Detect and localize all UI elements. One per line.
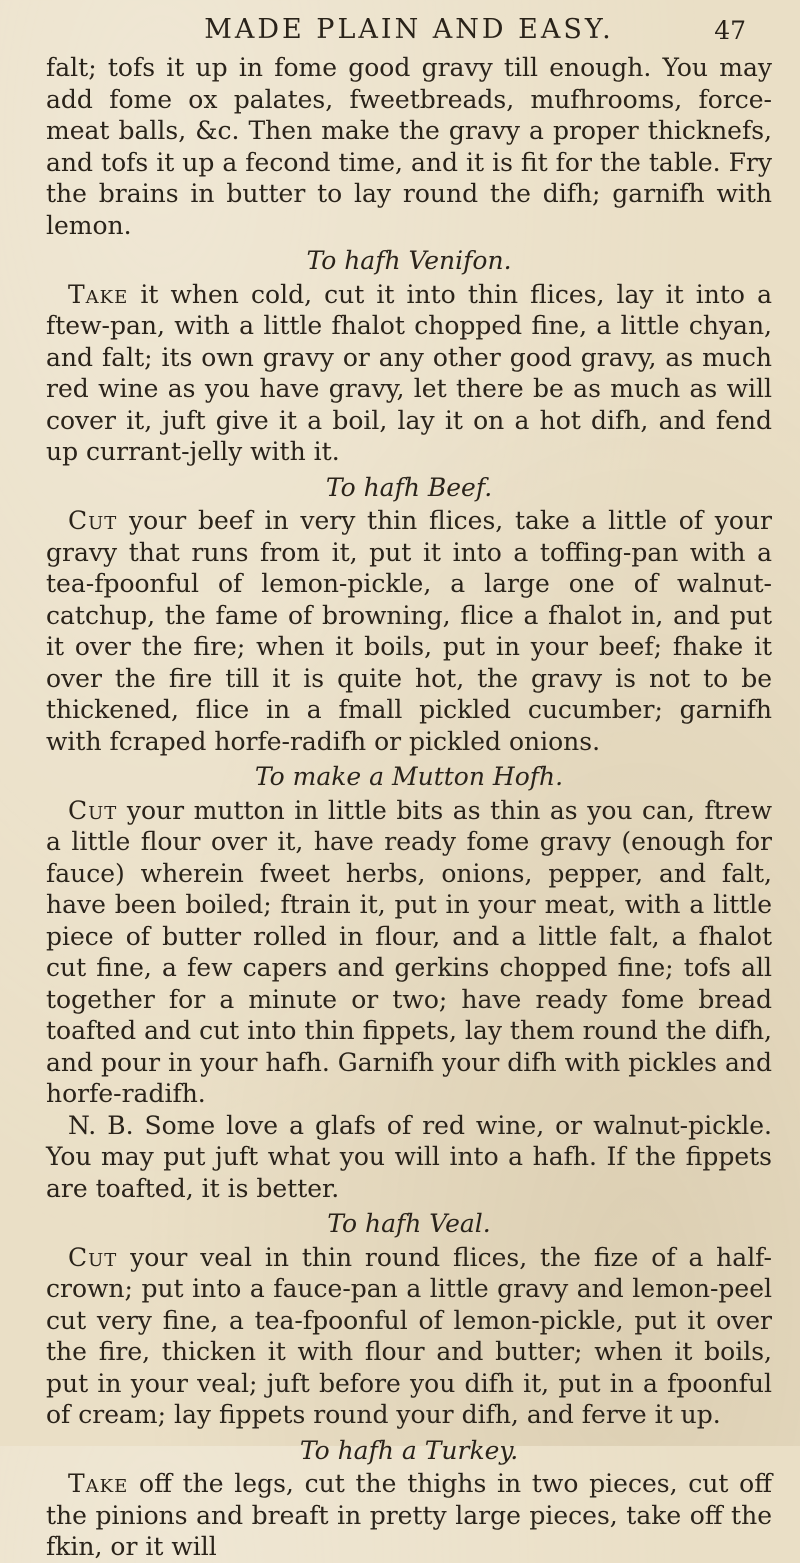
recipe-heading-hash-venison: To hafh Venifon. [306,246,512,275]
running-title: MADE PLAIN AND EASY. [204,14,614,45]
recipe-heading-mutton-hash: To make a Mutton Hofh. [254,762,564,791]
recipe-body-hash-beef [46,505,772,757]
recipe-body-hash-turkey [46,1468,772,1563]
paragraph-text: Some love a glafs of red wine, or walnut-pickle. You may put juft what you will into a hafh. If the fippets are toafted, it is better. [46,1110,772,1203]
lead-word: Take [68,1469,129,1498]
paragraph-text: off the legs, cut the thighs in two pieces, cut off the pinions and breaft in pretty large pieces, take off the fkin, or it will [46,1469,772,1561]
paragraph-text: your beef in very thin flices, take a little of your gravy that runs from it, put it into a toffing-pan with a tea-fpoonful of lemon-pickle, a large one of walnut-catchup, the fame of browning, flice a fhalot in, and put it over the fire; when it boils, put in your beef; fhake it over the fire till it is quite hot, the gravy is not to be thickened, flice in a fmall pickled cucumber; garnifh with fcraped horfe-radifh or pickled onions. [46,506,772,756]
page-number: 47 [714,16,746,45]
paragraph-text: your veal in thin round flices, the fize of a half-crown; put into a fauce-pan a little gravy and lemon-peel cut very fine, a tea-fpoonful of lemon-pickle, put it over the fire, thicken it with flour and butter; when it boils, put in your veal; juft before you difh it, put in a fpoonful of cream; lay fippets round your difh, and ferve it up. [46,1242,772,1429]
lead-word: Cut [68,1242,118,1272]
nota-bene-note [46,1110,772,1205]
recipe-body-mutton-hash [46,795,772,1110]
recipe-heading-hash-veal: To hafh Veal. [327,1209,491,1238]
lead-word: Cut [68,795,118,825]
recipe-body-hash-veal [46,1242,772,1431]
paragraph-continuation [46,52,772,241]
recipe-heading-hash-beef: To hafh Beef. [325,472,493,502]
lead-word: N. B. [68,1110,134,1140]
paragraph-text: it when cold, cut it into thin flices, lay it into a ftew-pan, with a little fhalot chopped fine, a little chyan, and falt; its own gravy or any other good gravy, as much red wine as you have gravy, let there be as much as will cover it, juft give it a boil, lay it on a hot difh, and fend up currant-jelly with it. [46,279,772,466]
lead-word: Take [68,279,129,309]
paragraph-text: falt; tofs it up in fome good gravy till enough. You may add fome ox palates, fweetbreads, mufhrooms, force-meat balls, &c. Then make the gravy a proper thicknefs, and tofs it up a fecond time, and it is fit for the table. Fry the brains in butter to lay round the difh; garnifh with lemon. [46,53,772,240]
lead-word: Cut [68,506,118,535]
running-head [46,8,772,52]
recipe-body-hash-venison [46,279,772,468]
paragraph-text: your mutton in little bits as thin as you can, ftrew a little flour over it, have ready fome gravy (enough for fauce) wherein fweet herbs, onions, pepper, and falt, have been boiled; ftrain it, put in your meat, with a little piece of butter rolled in flour, and a little falt, a fhalot cut fine, a few capers and gerkins chopped fine; tofs all together for a minute or two; have ready fome bread toafted and cut into thin fippets, lay them round the difh, and pour in your hafh. Garnifh your difh with pickles and horfe-radifh. [46,795,772,1108]
recipe-heading-hash-turkey: To hafh a Turkey. [299,1435,519,1465]
